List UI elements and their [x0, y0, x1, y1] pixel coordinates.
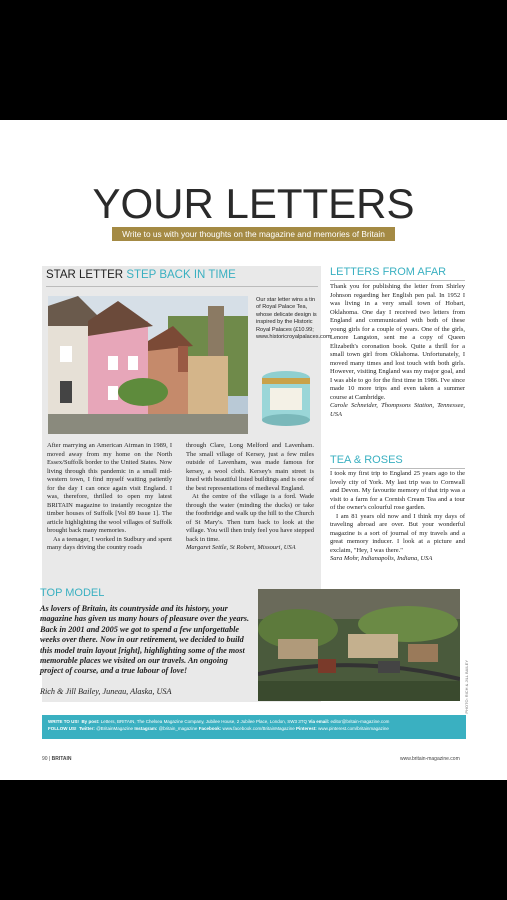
letter-signature: Sara Mohr, Indianapolis, Indiana, USA	[330, 555, 433, 562]
pinterest-link[interactable]: www.pinterest.com/britainmagazine	[318, 726, 389, 731]
star-letter-col2	[186, 442, 314, 553]
letter-paragraph: I took my first trip to England 25 years ago to the lovely city of York. My last trip was to Cornwall and Devon. My favourite memory of that trip was a visit to a farm for a Cornish Cream Tea and a tour of the owner's colourful rose garden.	[330, 470, 465, 511]
star-letter-signature: Margaret Settle, St Robert, Missouri, USA	[186, 544, 296, 551]
write-to-us-bar	[42, 715, 466, 739]
letters-afar-heading: LETTERS FROM AFAR	[330, 266, 447, 278]
facebook-label: Facebook:	[198, 726, 222, 731]
star-letter-heading	[46, 269, 236, 281]
star-letter-headline: STEP BACK IN TIME	[126, 269, 236, 281]
divider	[330, 280, 465, 281]
facebook-link[interactable]: www.facebook.com/BritainMagazine	[222, 726, 295, 731]
email-label: Via email:	[308, 719, 330, 724]
pinterest-label: Pinterest:	[296, 726, 317, 731]
top-model-signature: Rich & Jill Bailey, Juneau, Alaska, USA	[40, 687, 172, 696]
letter-paragraph: Thank you for publishing the letter from Shirley Johnson regarding her English pen pal. In 1952 I was living in a very small town of Hobart, Oklahoma. One day I received two letters from England and communicated with both of these young girls for a couple of years. One of the girls, Lenore Langston, sent me a copy of Queen Elizabeth's coronation book. Quite a thrill for a small town girl from Oklahoma. Unfortunately, I moved many times and lost touch with both girls. However, visiting England was my major goal, and I was able to go for the first time in 1986. I've since made 10 more trips and even taken a summer course at Cambridge.	[330, 283, 465, 401]
tea-tin-image	[254, 364, 318, 428]
follow-label: FOLLOW US!	[48, 726, 77, 731]
divider	[46, 286, 318, 287]
footer-left: 90 | BRITAIN	[42, 756, 72, 762]
top-model-heading: TOP MODEL	[40, 587, 105, 599]
page-subtitle: Write to us with your thoughts on the magazine and memories of Britain	[112, 227, 395, 241]
footer-brand: BRITAIN	[51, 756, 72, 762]
letters-afar-body	[330, 283, 465, 419]
page-title: YOUR LETTERS	[92, 180, 415, 227]
tea-roses-heading: TEA & ROSES	[330, 454, 403, 466]
twitter-label: Twitter:	[79, 726, 95, 731]
instagram-label: Instagram:	[134, 726, 158, 731]
divider	[330, 468, 465, 469]
page-number: 90	[42, 756, 48, 762]
footer-url[interactable]: www.britain-magazine.com	[400, 756, 460, 762]
top-model-body: As lovers of Britain, its countryside and its history, your magazine has given us many hours of pleasure over the years. Back in 2001 and 2005 we got to spend a few unforgettable weeks over there. Now in our retirement, we decided to build this model train layout [right], highlighting some of the most memorable places we visited on our travels. An ongoing project of course, and a true labour of love!	[40, 604, 250, 676]
photo-credit: PHOTO: RICH & JILL BAILEY	[464, 660, 469, 714]
star-letter-label: STAR LETTER	[46, 269, 124, 281]
post-label: By post:	[81, 719, 100, 724]
tea-roses-body	[330, 470, 465, 564]
model-train-photo	[258, 589, 460, 701]
star-letter-paragraph: At the centre of the village is a ford. Wade through the water (minding the ducks) or take the footbridge and walk up the hill to the Church of St Mary's. Then turn back to look at the village. You will then truly feel you have stepped back in time.	[186, 493, 314, 543]
star-letter-paragraph: After marrying an American Airman in 1989, I moved away from my home on the North Essex/Suffolk border to the United States. Now living through this pandemic in a small mid-western town, I find myself waiting patiently for the day I can once again visit England. I was, therefore, thrilled to open my latest BRITAIN magazine to instantly recognize the timber houses of Suffolk [Vol 89 Issue 1]. The article highlighting the wool villages of Suffolk brought back many memories.	[47, 442, 172, 534]
kersey-village-photo	[48, 296, 248, 434]
post-address: Letters, BRITAIN, The Chelsea Magazine Company, Jubilee House, 2 Jubilee Place, London, SW3 3TQ	[100, 719, 308, 724]
write-label: WRITE TO US!	[48, 719, 79, 724]
magazine-page	[0, 120, 507, 780]
star-letter-col1	[47, 442, 172, 553]
star-letter-paragraph: As a teenager, I worked in Sudbury and spent many days driving the country roads	[47, 535, 172, 551]
email-address[interactable]: editor@britain-magazine.com	[330, 719, 390, 724]
twitter-handle[interactable]: @BritainMagazine	[96, 726, 134, 731]
instagram-handle[interactable]: @britain_magazine	[158, 726, 198, 731]
star-letter-paragraph: through Clare, Long Melford and Lavenham. The small village of Kersey, just a few miles outside of Lavenham, was made famous for kersey, a wool cloth. Kersey's main street is lined with beautiful listed buildings and is one of the best representations of medieval England.	[186, 442, 314, 492]
letter-paragraph: I am 81 years old now and I think my days of traveling abroad are over. But your wonderful magazine is a sort of journal of my travels and a great memory inducer. I look at a picture and exclaim, "Hey, I was there."	[330, 512, 465, 554]
letter-signature: Carole Schneider, Thompsons Station, Tennessee, USA	[330, 402, 465, 418]
star-letter-caption: Our star letter wins a tin of Royal Palace Tea, whose delicate design is inspired by the Historic Royal Palaces (£10.99; www.historicroyalpalaces.com	[256, 297, 331, 341]
